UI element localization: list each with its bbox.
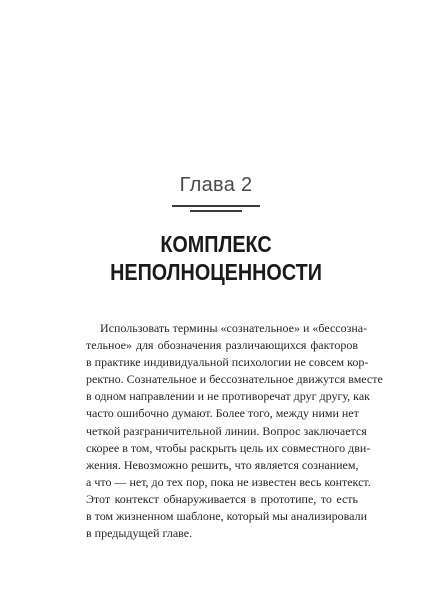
paragraph-line: тельное» для обозначения различающихся факторов: [86, 338, 358, 353]
paragraph-line: в предыдущей главе.: [86, 526, 193, 541]
paragraph-line: скорее в том, чтобы раскрыть цель их совместного дви-: [86, 440, 371, 455]
paragraph-line: а что — нет, до тех пор, пока не известен весь контекст.: [86, 474, 371, 489]
chapter-ornament-divider: [0, 205, 432, 215]
paragraph-line: жения. Невозможно решить, что является сознанием,: [86, 457, 359, 472]
chapter-title: [30, 230, 402, 286]
chapter-title-line-2: НЕПОЛНОЦЕННОСТИ: [110, 259, 322, 285]
chapter-number: Глава 2: [179, 174, 253, 196]
paragraph-line: в одном направлении и не противоречат друг другу, как: [86, 389, 370, 404]
paragraph-line: ректно. Сознательное и бессознательное движутся вместе: [86, 372, 383, 387]
paragraph-line: в том жизненном шаблоне, который мы анализировали: [86, 509, 368, 524]
paragraph-line: в практике индивидуальной психологии не совсем кор-: [86, 355, 369, 370]
chapter-title-line-1: КОМПЛЕКС: [160, 231, 272, 257]
paragraph-line: часто ошибочно думают. Более того, между ними нет: [86, 406, 359, 421]
body-paragraph: [86, 320, 383, 542]
ornament-line-short: [190, 210, 242, 212]
ornament-line-long: [172, 205, 260, 207]
paragraph-line: четкой разграничительной линии. Вопрос заключается: [86, 423, 367, 438]
paragraph-line: Использовать термины «сознательное» и «бессозна-: [100, 321, 368, 335]
paragraph-line: Этот контекст обнаруживается в прототипе, то есть: [86, 491, 358, 506]
